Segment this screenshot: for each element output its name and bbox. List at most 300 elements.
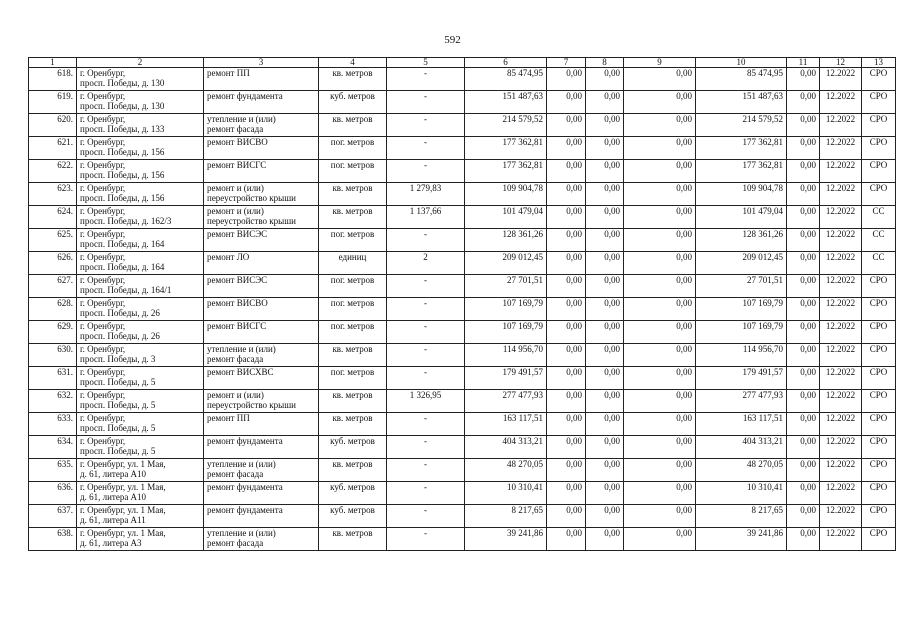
local-budget-cell: 0,00 [624,413,696,436]
budget-cell: 0,00 [586,505,624,528]
deadline-cell: 12.2022 [820,367,862,390]
fund-type-cell: СРО [862,298,896,321]
row-number: 621. [29,137,77,160]
column-header: 7 [547,58,586,68]
address-line-2: д. 61, литера А11 [80,515,146,525]
address-line-1: г. Оренбург, [80,344,126,354]
fund-type-cell: СРО [862,321,896,344]
address-cell [77,206,204,229]
work-type-cell [204,183,319,206]
column-header: 10 [696,58,787,68]
unit-cell: пог. метров [319,298,387,321]
address-cell [77,137,204,160]
row-number: 625. [29,229,77,252]
address-cell [77,183,204,206]
column-number-header-row [29,58,896,68]
unit-cell: пог. метров [319,160,387,183]
fund-type-cell: СРО [862,137,896,160]
address-cell [77,68,204,91]
row-number: 637. [29,505,77,528]
work-type-line-2: переустройство крыши [207,193,296,203]
total-cost-cell: 404 313,21 [465,436,547,459]
work-type-cell [204,413,319,436]
address-cell [77,275,204,298]
fund-type-cell: СРО [862,275,896,298]
owners-funds-cell: 177 362,81 [696,137,787,160]
table-row [29,114,896,137]
local-budget-cell: 0,00 [624,344,696,367]
fund-cell: 0,00 [547,321,586,344]
table-row [29,367,896,390]
unit-cell: пог. метров [319,367,387,390]
local-budget-cell: 0,00 [624,137,696,160]
other-funds-cell: 0,00 [787,459,820,482]
deadline-cell: 12.2022 [820,206,862,229]
column-header: 8 [586,58,624,68]
work-type-line-1: ремонт фундамента [207,91,283,101]
budget-cell: 0,00 [586,344,624,367]
work-type-cell [204,459,319,482]
owners-funds-cell: 177 362,81 [696,160,787,183]
unit-cell: кв. метров [319,344,387,367]
work-type-cell [204,436,319,459]
fund-type-cell: СРО [862,528,896,551]
row-number: 629. [29,321,77,344]
table-row [29,505,896,528]
other-funds-cell: 0,00 [787,367,820,390]
address-line-2: просп. Победы, д. 5 [80,423,156,433]
work-type-line-1: ремонт ВИСГС [207,321,267,331]
owners-funds-cell: 179 491,57 [696,367,787,390]
budget-cell: 0,00 [586,436,624,459]
other-funds-cell: 0,00 [787,298,820,321]
fund-type-cell: СРО [862,183,896,206]
address-line-1: г. Оренбург, [80,160,126,170]
owners-funds-cell: 27 701,51 [696,275,787,298]
deadline-cell: 12.2022 [820,252,862,275]
fund-type-cell: СРО [862,390,896,413]
work-type-line-2: ремонт фасада [207,354,264,364]
work-type-cell [204,160,319,183]
work-type-line-1: ремонт ВИСЭС [207,229,268,239]
total-cost-cell: 107 169,79 [465,321,547,344]
work-type-line-1: утепление и (или) [207,528,276,538]
work-type-cell [204,114,319,137]
table-row [29,206,896,229]
row-number: 624. [29,206,77,229]
local-budget-cell: 0,00 [624,528,696,551]
deadline-cell: 12.2022 [820,390,862,413]
address-cell [77,459,204,482]
quantity-cell: - [387,528,465,551]
address-cell [77,344,204,367]
unit-cell: единиц [319,252,387,275]
owners-funds-cell: 128 361,26 [696,229,787,252]
work-type-cell [204,367,319,390]
owners-funds-cell: 101 479,04 [696,206,787,229]
row-number: 622. [29,160,77,183]
local-budget-cell: 0,00 [624,436,696,459]
work-type-line-2: переустройство крыши [207,216,296,226]
other-funds-cell: 0,00 [787,413,820,436]
unit-cell: кв. метров [319,114,387,137]
table-row [29,390,896,413]
local-budget-cell: 0,00 [624,91,696,114]
address-line-1: г. Оренбург, [80,436,126,446]
address-line-1: г. Оренбург, [80,275,126,285]
row-number: 634. [29,436,77,459]
deadline-cell: 12.2022 [820,482,862,505]
owners-funds-cell: 277 477,93 [696,390,787,413]
address-line-2: просп. Победы, д. 164 [80,239,165,249]
table-row [29,68,896,91]
fund-type-cell: СРО [862,114,896,137]
work-type-line-2: ремонт фасада [207,538,264,548]
owners-funds-cell: 109 904,78 [696,183,787,206]
unit-cell: пог. метров [319,229,387,252]
work-type-cell [204,91,319,114]
deadline-cell: 12.2022 [820,229,862,252]
total-cost-cell: 109 904,78 [465,183,547,206]
row-number: 619. [29,91,77,114]
owners-funds-cell: 151 487,63 [696,91,787,114]
table-row [29,252,896,275]
column-header: 12 [820,58,862,68]
fund-type-cell: СС [862,229,896,252]
fund-cell: 0,00 [547,436,586,459]
total-cost-cell: 8 217,65 [465,505,547,528]
table-row [29,183,896,206]
address-cell [77,229,204,252]
address-cell [77,367,204,390]
unit-cell: пог. метров [319,275,387,298]
work-type-cell [204,252,319,275]
unit-cell: пог. метров [319,321,387,344]
unit-cell: кв. метров [319,68,387,91]
fund-type-cell: СРО [862,459,896,482]
work-type-line-1: утепление и (или) [207,344,276,354]
local-budget-cell: 0,00 [624,298,696,321]
owners-funds-cell: 107 169,79 [696,321,787,344]
local-budget-cell: 0,00 [624,367,696,390]
fund-cell: 0,00 [547,137,586,160]
budget-cell: 0,00 [586,137,624,160]
deadline-cell: 12.2022 [820,321,862,344]
deadline-cell: 12.2022 [820,413,862,436]
row-number: 632. [29,390,77,413]
fund-type-cell: СС [862,206,896,229]
work-type-line-1: утепление и (или) [207,114,276,124]
other-funds-cell: 0,00 [787,528,820,551]
address-cell [77,91,204,114]
address-line-2: просп. Победы, д. 26 [80,331,160,341]
deadline-cell: 12.2022 [820,183,862,206]
work-type-line-2: ремонт фасада [207,469,264,479]
budget-cell: 0,00 [586,229,624,252]
budget-cell: 0,00 [586,367,624,390]
fund-cell: 0,00 [547,68,586,91]
local-budget-cell: 0,00 [624,183,696,206]
work-type-cell [204,206,319,229]
quantity-cell: - [387,298,465,321]
other-funds-cell: 0,00 [787,436,820,459]
fund-type-cell: СРО [862,160,896,183]
other-funds-cell: 0,00 [787,505,820,528]
row-number: 638. [29,528,77,551]
address-cell [77,413,204,436]
work-type-cell [204,137,319,160]
total-cost-cell: 114 956,70 [465,344,547,367]
local-budget-cell: 0,00 [624,459,696,482]
work-type-line-1: ремонт ВИСХВС [207,367,274,377]
budget-cell: 0,00 [586,298,624,321]
other-funds-cell: 0,00 [787,91,820,114]
unit-cell: куб. метров [319,436,387,459]
total-cost-cell: 177 362,81 [465,137,547,160]
table-row [29,91,896,114]
total-cost-cell: 48 270,05 [465,459,547,482]
address-line-2: просп. Победы, д. 5 [80,400,156,410]
table-row [29,344,896,367]
fund-cell: 0,00 [547,183,586,206]
table-row [29,482,896,505]
total-cost-cell: 277 477,93 [465,390,547,413]
budget-cell: 0,00 [586,321,624,344]
row-number: 618. [29,68,77,91]
table-row [29,436,896,459]
work-type-cell [204,275,319,298]
owners-funds-cell: 114 956,70 [696,344,787,367]
deadline-cell: 12.2022 [820,91,862,114]
total-cost-cell: 163 117,51 [465,413,547,436]
row-number: 627. [29,275,77,298]
quantity-cell: - [387,459,465,482]
local-budget-cell: 0,00 [624,206,696,229]
unit-cell: кв. метров [319,183,387,206]
work-type-line-1: ремонт ВИСВО [207,137,268,147]
address-line-2: просп. Победы, д. 133 [80,124,165,134]
deadline-cell: 12.2022 [820,114,862,137]
address-line-1: г. Оренбург, [80,321,126,331]
work-type-line-1: ремонт фундамента [207,436,283,446]
quantity-cell: - [387,91,465,114]
column-header: 13 [862,58,896,68]
table-row [29,275,896,298]
unit-cell: кв. метров [319,390,387,413]
local-budget-cell: 0,00 [624,275,696,298]
unit-cell: куб. метров [319,505,387,528]
address-line-2: просп. Победы, д. 5 [80,446,156,456]
total-cost-cell: 10 310,41 [465,482,547,505]
row-number: 630. [29,344,77,367]
fund-cell: 0,00 [547,298,586,321]
address-line-1: г. Оренбург, [80,367,126,377]
quantity-cell: - [387,436,465,459]
column-header: 3 [204,58,319,68]
quantity-cell: - [387,367,465,390]
address-line-1: г. Оренбург, [80,91,126,101]
budget-cell: 0,00 [586,183,624,206]
fund-cell: 0,00 [547,482,586,505]
quantity-cell: - [387,321,465,344]
total-cost-cell: 177 362,81 [465,160,547,183]
local-budget-cell: 0,00 [624,252,696,275]
quantity-cell: - [387,137,465,160]
address-line-2: д. 61, литера А10 [80,469,147,479]
local-budget-cell: 0,00 [624,160,696,183]
work-type-line-2: ремонт фасада [207,124,264,134]
fund-type-cell: СРО [862,344,896,367]
total-cost-cell: 39 241,86 [465,528,547,551]
work-type-cell [204,229,319,252]
address-line-1: г. Оренбург, [80,298,126,308]
address-cell [77,252,204,275]
work-type-line-1: ремонт ПП [207,413,250,423]
row-number: 620. [29,114,77,137]
address-cell [77,160,204,183]
other-funds-cell: 0,00 [787,344,820,367]
total-cost-cell: 151 487,63 [465,91,547,114]
budget-cell: 0,00 [586,252,624,275]
fund-cell: 0,00 [547,114,586,137]
budget-cell: 0,00 [586,160,624,183]
table-row [29,321,896,344]
unit-cell: куб. метров [319,91,387,114]
address-line-1: г. Оренбург, [80,114,126,124]
address-line-1: г. Оренбург, [80,183,126,193]
work-type-cell [204,298,319,321]
fund-cell: 0,00 [547,160,586,183]
address-line-2: просп. Победы, д. 156 [80,170,165,180]
fund-cell: 0,00 [547,344,586,367]
row-number: 626. [29,252,77,275]
other-funds-cell: 0,00 [787,160,820,183]
work-type-line-2: переустройство крыши [207,400,296,410]
fund-cell: 0,00 [547,390,586,413]
column-header: 5 [387,58,465,68]
deadline-cell: 12.2022 [820,275,862,298]
deadline-cell: 12.2022 [820,160,862,183]
table-row [29,459,896,482]
table-row [29,413,896,436]
address-cell [77,482,204,505]
row-number: 628. [29,298,77,321]
work-type-line-1: ремонт фундамента [207,505,283,515]
other-funds-cell: 0,00 [787,482,820,505]
total-cost-cell: 214 579,52 [465,114,547,137]
column-header: 9 [624,58,696,68]
fund-cell: 0,00 [547,206,586,229]
other-funds-cell: 0,00 [787,114,820,137]
budget-cell: 0,00 [586,206,624,229]
unit-cell: кв. метров [319,206,387,229]
work-type-line-1: ремонт и (или) [207,183,264,193]
row-number: 633. [29,413,77,436]
work-type-line-1: ремонт ВИСВО [207,298,268,308]
row-number: 631. [29,367,77,390]
table-row [29,137,896,160]
budget-cell: 0,00 [586,413,624,436]
local-budget-cell: 0,00 [624,482,696,505]
row-number: 623. [29,183,77,206]
row-number: 636. [29,482,77,505]
budget-cell: 0,00 [586,390,624,413]
total-cost-cell: 101 479,04 [465,206,547,229]
work-type-line-1: ремонт ВИСГС [207,160,267,170]
local-budget-cell: 0,00 [624,390,696,413]
total-cost-cell: 85 474,95 [465,68,547,91]
address-line-1: г. Оренбург, [80,413,126,423]
budget-cell: 0,00 [586,275,624,298]
total-cost-cell: 27 701,51 [465,275,547,298]
work-type-line-1: ремонт и (или) [207,390,264,400]
total-cost-cell: 128 361,26 [465,229,547,252]
quantity-cell: - [387,344,465,367]
budget-cell: 0,00 [586,91,624,114]
address-line-1: г. Оренбург, [80,390,126,400]
column-header: 2 [77,58,204,68]
quantity-cell: 1 137,66 [387,206,465,229]
unit-cell: кв. метров [319,413,387,436]
address-line-2: просп. Победы, д. 130 [80,78,165,88]
work-type-line-1: ремонт и (или) [207,206,264,216]
owners-funds-cell: 48 270,05 [696,459,787,482]
budget-cell: 0,00 [586,459,624,482]
column-header: 4 [319,58,387,68]
unit-cell: куб. метров [319,482,387,505]
owners-funds-cell: 404 313,21 [696,436,787,459]
owners-funds-cell: 85 474,95 [696,68,787,91]
work-type-cell [204,528,319,551]
quantity-cell: - [387,68,465,91]
work-type-line-1: ремонт ВИСЭС [207,275,268,285]
fund-cell: 0,00 [547,413,586,436]
column-header: 6 [465,58,547,68]
other-funds-cell: 0,00 [787,183,820,206]
work-type-cell [204,505,319,528]
quantity-cell: - [387,114,465,137]
address-line-1: г. Оренбург, [80,137,126,147]
quantity-cell: - [387,505,465,528]
repair-schedule-table [28,57,896,551]
fund-type-cell: СРО [862,482,896,505]
address-line-2: д. 61, литера А3 [80,538,142,548]
address-cell [77,528,204,551]
address-line-1: г. Оренбург, ул. 1 Мая, [80,482,166,492]
fund-type-cell: СРО [862,505,896,528]
quantity-cell: - [387,482,465,505]
column-header: 1 [29,58,77,68]
owners-funds-cell: 107 169,79 [696,298,787,321]
work-type-line-1: ремонт ЛО [207,252,250,262]
fund-cell: 0,00 [547,275,586,298]
owners-funds-cell: 8 217,65 [696,505,787,528]
address-line-2: просп. Победы, д. 130 [80,101,165,111]
budget-cell: 0,00 [586,482,624,505]
address-cell [77,436,204,459]
other-funds-cell: 0,00 [787,68,820,91]
address-line-2: просп. Победы, д. 164/1 [80,285,172,295]
deadline-cell: 12.2022 [820,298,862,321]
fund-cell: 0,00 [547,459,586,482]
table-row [29,229,896,252]
address-cell [77,298,204,321]
row-number: 635. [29,459,77,482]
address-line-2: просп. Победы, д. 26 [80,308,160,318]
deadline-cell: 12.2022 [820,436,862,459]
other-funds-cell: 0,00 [787,137,820,160]
fund-cell: 0,00 [547,229,586,252]
